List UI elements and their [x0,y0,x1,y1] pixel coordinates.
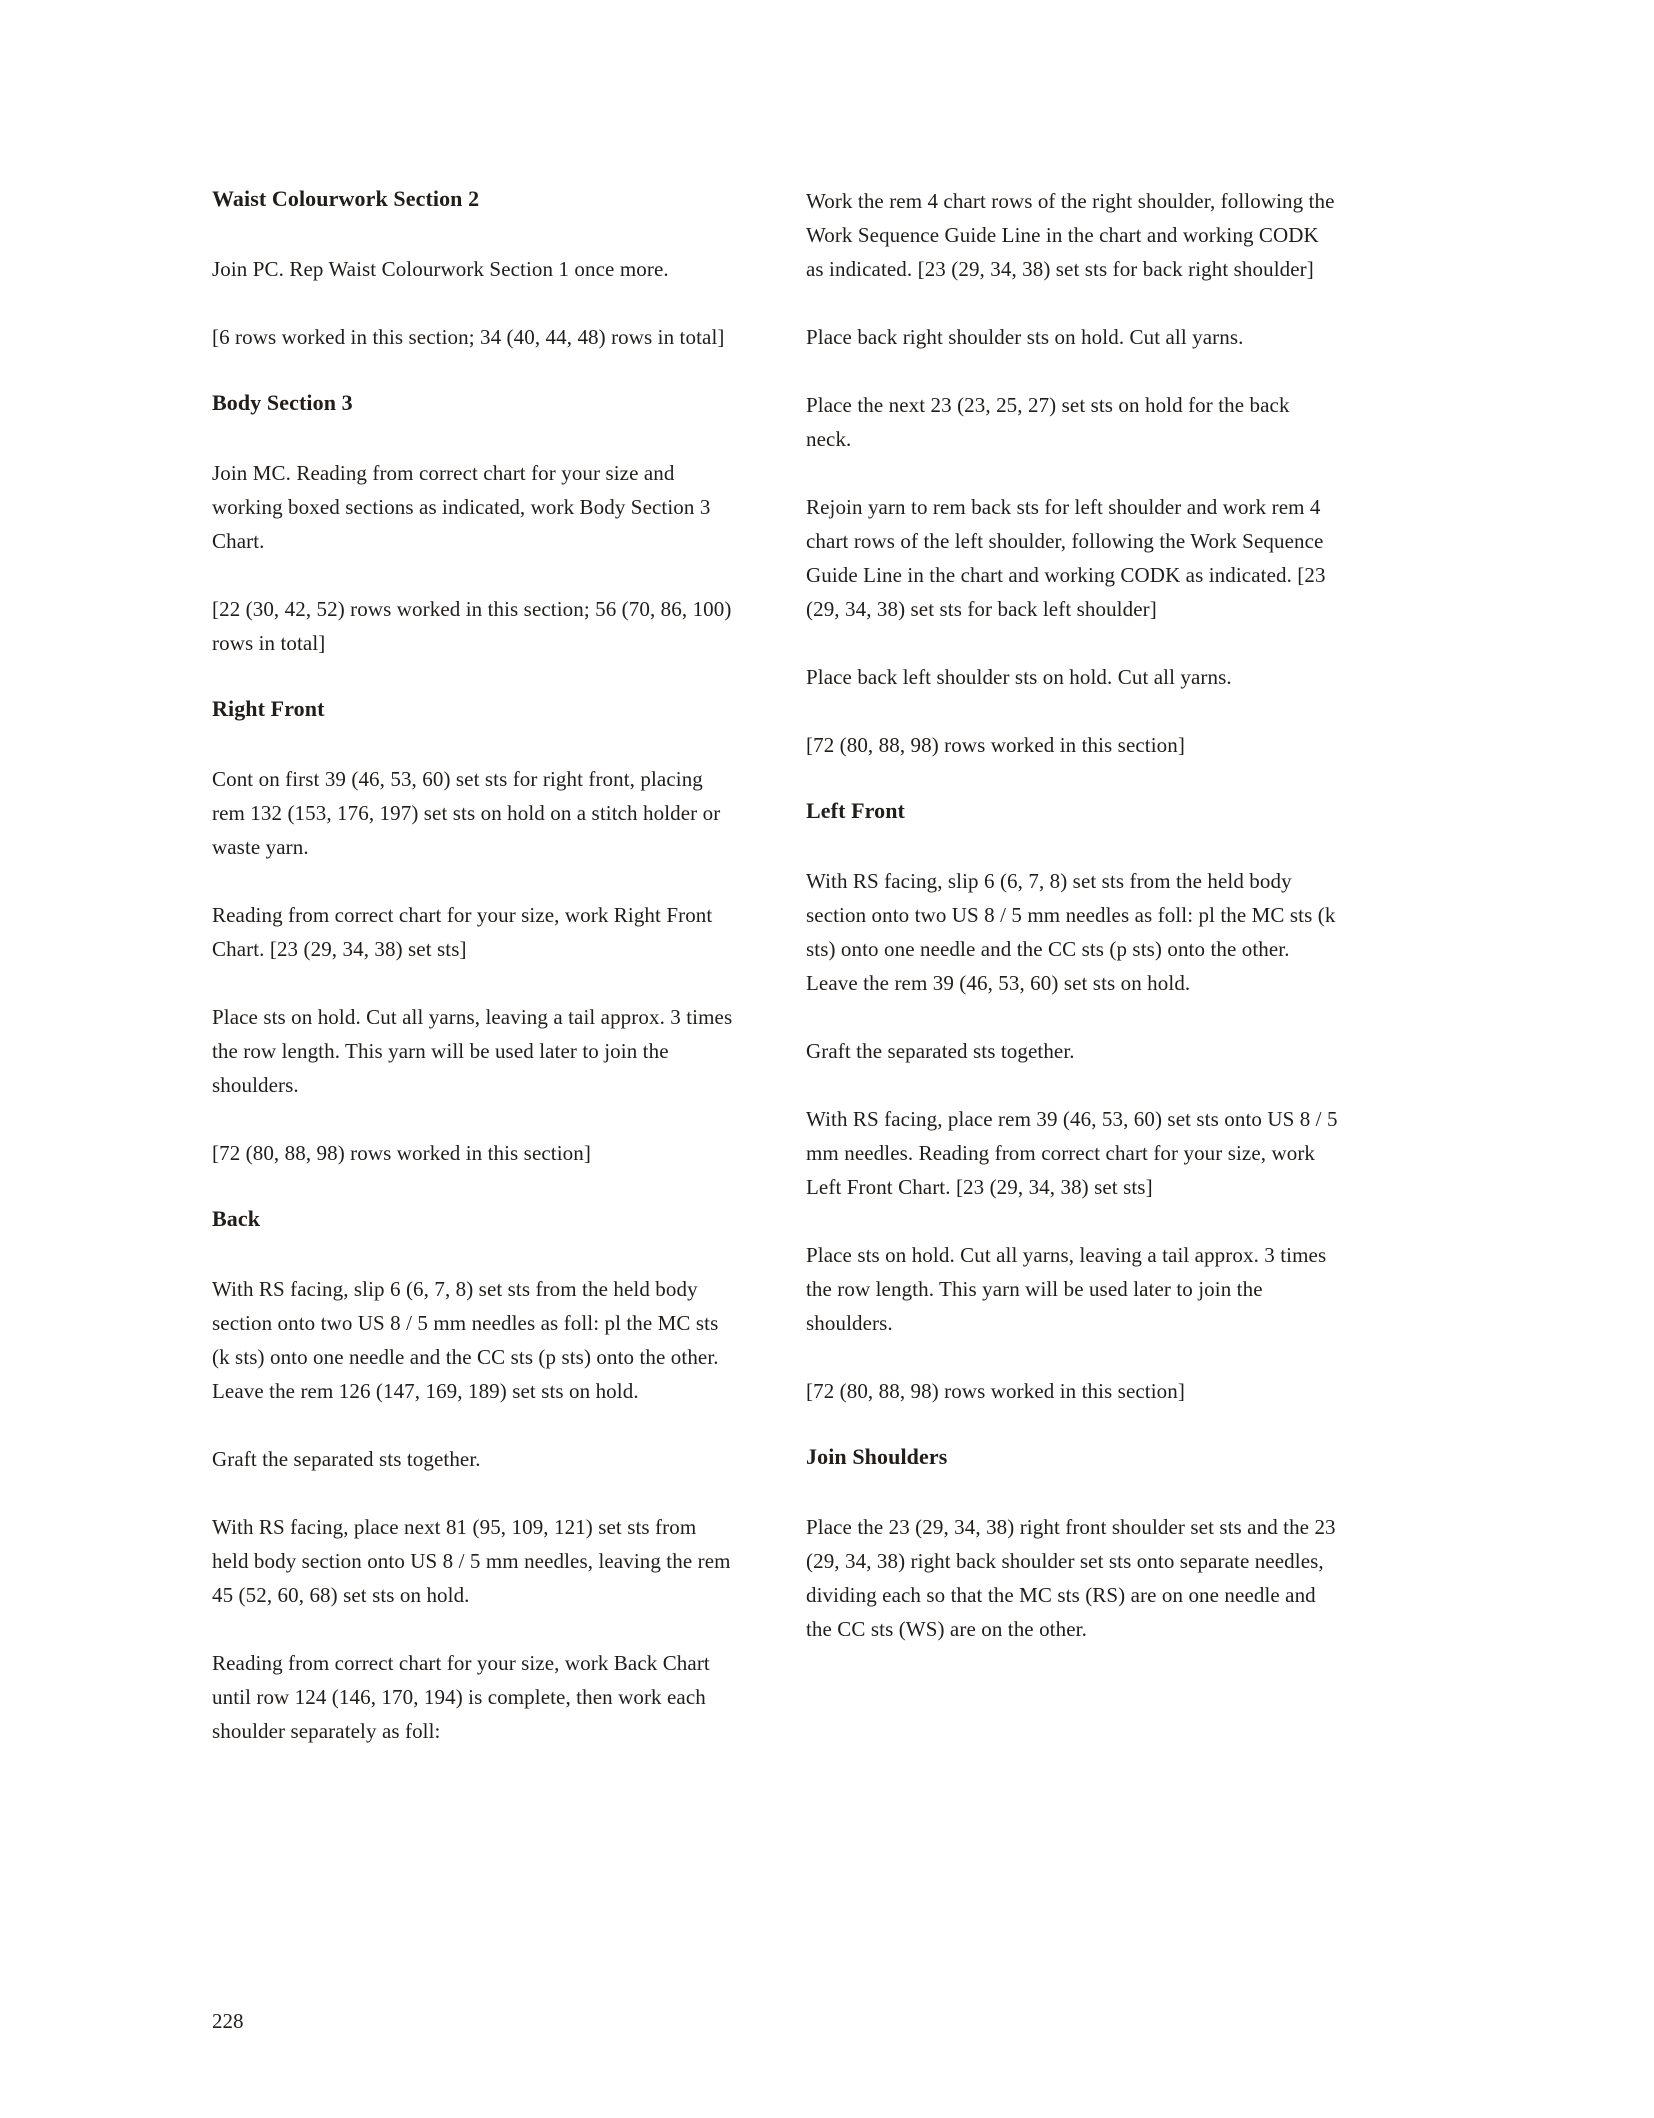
paragraph: [72 (80, 88, 98) rows worked in this section] [212,1141,591,1165]
paragraph: Reading from correct chart for your size, work Right Front Chart. [23 (29, 34, 38) set sts] [212,903,713,961]
section-heading: Left Front [806,798,905,823]
paragraph: [72 (80, 88, 98) rows worked in this section] [806,733,1185,757]
paragraph: Place the next 23 (23, 25, 27) set sts on hold for the back neck. [806,393,1290,451]
paragraph: Place back right shoulder sts on hold. Cut all yarns. [806,325,1244,349]
paragraph: [72 (80, 88, 98) rows worked in this section] [806,1379,1185,1403]
paragraph: Place sts on hold. Cut all yarns, leaving a tail approx. 3 times the row length. This yarn will be used later to join the shoulders. [806,1243,1327,1335]
paragraph: Graft the separated sts together. [806,1039,1075,1063]
paragraph: Place the 23 (29, 34, 38) right front shoulder set sts and the 23 (29, 34, 38) right back shoulder set sts onto separate needles, dividing each so that the MC sts (RS) are on one needle and the CC sts (WS) are on the other. [806,1515,1336,1641]
paragraph: With RS facing, place next 81 (95, 109, 121) set sts from held body section onto US 8 / 5 mm needles, leaving the rem 45 (52, 60, 68) set sts on hold. [212,1515,731,1607]
section-heading: Join Shoulders [806,1444,948,1469]
paragraph: With RS facing, slip 6 (6, 7, 8) set sts from the held body section onto two US 8 / 5 mm needles as foll: pl the MC sts (k sts) onto one needle and the CC sts (p sts) onto the other. Leave the rem 126 (147, 169, 189) set sts on hold. [212,1277,719,1403]
paragraph: With RS facing, slip 6 (6, 7, 8) set sts from the held body section onto two US 8 / 5 mm needles as foll: pl the MC sts (k sts) onto one needle and the CC sts (p sts) onto the other. Leave the rem 39 (46, 53, 60) set sts on hold. [806,869,1336,995]
text-column-right [806,184,1338,1680]
paragraph: Rejoin yarn to rem back sts for left shoulder and work rem 4 chart rows of the left shoulder, following the Work Sequence Guide Line in the chart and working CODK as indicated. [23 (29, 34, 38) set sts for back left shoulder] [806,495,1326,621]
paragraph: Place sts on hold. Cut all yarns, leaving a tail approx. 3 times the row length. This yarn will be used later to join the shoulders. [212,1005,733,1097]
paragraph: Graft the separated sts together. [212,1447,481,1471]
section-heading: Body Section 3 [212,390,353,415]
section-heading: Waist Colourwork Section 2 [212,186,480,211]
section-heading: Back [212,1206,261,1231]
paragraph: Cont on first 39 (46, 53, 60) set sts for right front, placing rem 132 (153, 176, 197) set sts on hold on a stitch holder or waste yarn. [212,767,721,859]
page-number: 228 [212,2009,244,2033]
paragraph: With RS facing, place rem 39 (46, 53, 60) set sts onto US 8 / 5 mm needles. Reading from correct chart for your size, work Left Front Chart. [23 (29, 34, 38) set sts] [806,1107,1338,1199]
paragraph: Reading from correct chart for your size, work Back Chart until row 124 (146, 170, 194) is complete, then work each shoulder separately as foll: [212,1651,710,1743]
paragraph: Work the rem 4 chart rows of the right shoulder, following the Work Sequence Guide Line in the chart and working CODK as indicated. [23 (29, 34, 38) set sts for back right shoulder] [806,189,1335,281]
section-heading: Right Front [212,696,325,721]
paragraph: Join MC. Reading from correct chart for your size and working boxed sections as indicated, work Body Section 3 Chart. [212,461,711,553]
text-column-left [212,184,736,1782]
paragraph: Place back left shoulder sts on hold. Cut all yarns. [806,665,1232,689]
paragraph: Join PC. Rep Waist Colourwork Section 1 once more. [212,257,669,281]
paragraph: [6 rows worked in this section; 34 (40, 44, 48) rows in total] [212,325,725,349]
paragraph: [22 (30, 42, 52) rows worked in this section; 56 (70, 86, 100) rows in total] [212,597,732,655]
